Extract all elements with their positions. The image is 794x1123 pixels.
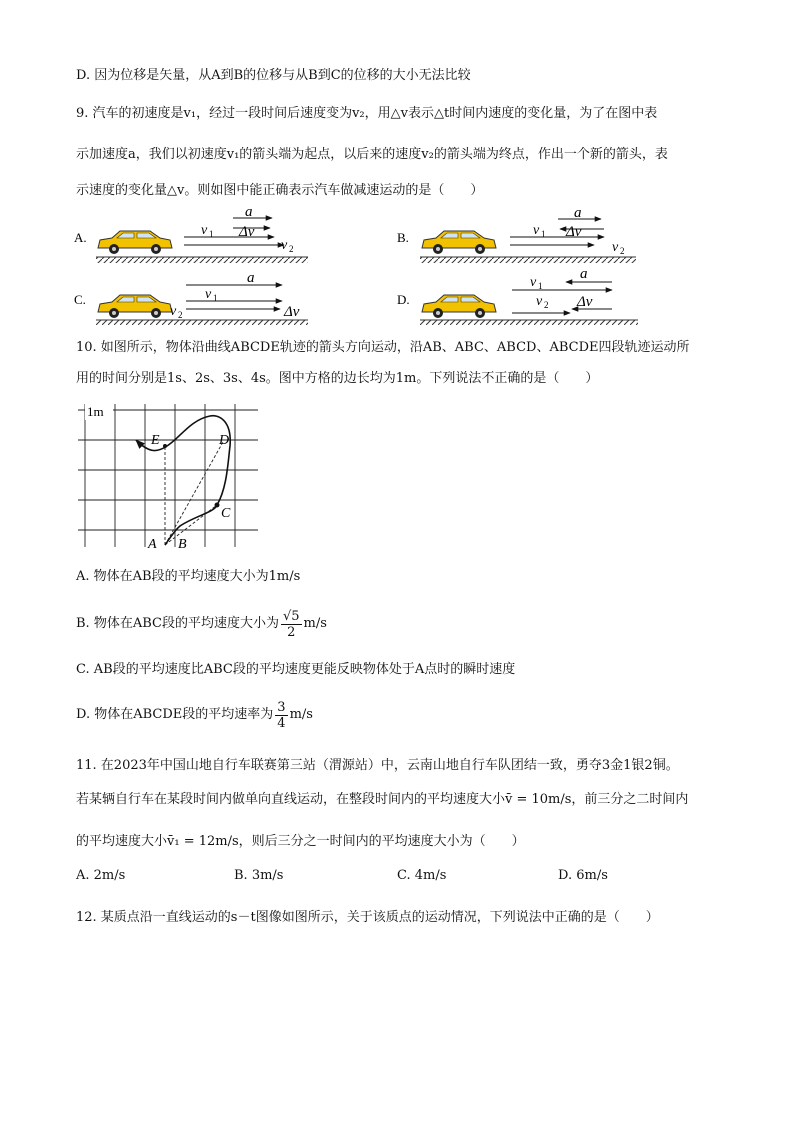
svg-text:v: v bbox=[201, 223, 208, 238]
svg-text:a: a bbox=[247, 270, 255, 286]
svg-text:2: 2 bbox=[178, 310, 183, 320]
q12-stem-line1: 12. 某质点沿一直线运动的s－t图像如图所示，关于该质点的运动情况，下列说法中正确的是（ ） bbox=[76, 910, 659, 925]
q10-option-b: B. 物体在ABC段的平均速度大小为 $\frac{√5}{2}$ m/s bbox=[76, 608, 327, 640]
q11-stem-line3: 的平均速度大小v̄₁ = 12m/s，则后三分之一时间内的平均速度大小为（ ） bbox=[76, 834, 525, 849]
q9-diagram-d bbox=[420, 266, 638, 325]
q11-option-c: C. 4m/s bbox=[397, 868, 447, 883]
svg-text:2: 2 bbox=[544, 300, 549, 310]
q9-stem-line3: 示速度的变化量△v。则如图中能正确表示汽车做减速运动的是（ ） bbox=[76, 183, 484, 198]
point-b-label: B bbox=[178, 537, 187, 552]
q9-diagram-c bbox=[96, 270, 308, 325]
q9-stem-line2: 示加速度a，我们以初速度v₁的箭头端为起点，以后来的速度v₂的箭头端为终点，作出一个新的箭头，表 bbox=[76, 147, 668, 162]
q11-option-a: A. 2m/s bbox=[76, 868, 126, 883]
svg-text:a: a bbox=[580, 266, 588, 282]
q10-stem-line1: 10. 如图所示，物体沿曲线ABCDE轨迹的箭头方向运动，沿AB、ABC、ABCD、ABCDE四段轨迹运动所 bbox=[76, 340, 690, 355]
q10-option-c: C. AB段的平均速度比ABC段的平均速度更能反映物体处于A点时的瞬时速度 bbox=[76, 662, 516, 677]
svg-text:Δv: Δv bbox=[566, 224, 582, 240]
q11-stem-line2: 若某辆自行车在某段时间内做单向直线运动，在整段时间内的平均速度大小v̄ = 10m/s，前三分之二时间内 bbox=[76, 792, 689, 807]
svg-text:v: v bbox=[533, 223, 540, 238]
point-e-label: E bbox=[151, 433, 160, 448]
car-icon bbox=[98, 231, 172, 254]
q9-label-c: C. bbox=[74, 292, 86, 307]
svg-text:a: a bbox=[574, 205, 582, 221]
q11-stem-line1: 11. 在2023年中国山地自行车联赛第三站（渭源站）中，云南山地自行车队团结一致，勇夺3金1银2铜。 bbox=[76, 758, 679, 773]
q9-diagram-b bbox=[420, 205, 636, 263]
svg-text:Δv: Δv bbox=[577, 294, 593, 310]
svg-text:1: 1 bbox=[213, 293, 218, 303]
q11-option-d: D. 6m/s bbox=[558, 868, 608, 883]
q10-trajectory-figure bbox=[70, 402, 270, 552]
grid-unit-label: 1m bbox=[87, 404, 104, 419]
q10-stem-line2: 用的时间分别是1s、2s、3s、4s。图中方格的边长均为1m。下列说法不正确的是（ ） bbox=[76, 371, 599, 386]
svg-text:v: v bbox=[170, 304, 177, 319]
q9-label-a: A. bbox=[74, 230, 87, 245]
q9-label-d: D. bbox=[397, 292, 410, 307]
q8-option-d: D. 因为位移是矢量，从A到B的位移与从B到C的位移的大小无法比较 bbox=[76, 68, 471, 83]
q9-diagram-a bbox=[96, 205, 308, 263]
svg-text:v: v bbox=[281, 238, 288, 253]
car-icon bbox=[422, 231, 496, 254]
svg-text:v: v bbox=[530, 275, 537, 290]
point-d-label: D bbox=[219, 433, 230, 448]
svg-text:v: v bbox=[205, 287, 212, 302]
car-icon bbox=[422, 295, 496, 318]
q9-diagrams bbox=[0, 205, 794, 325]
svg-text:a: a bbox=[245, 205, 253, 220]
svg-text:2: 2 bbox=[289, 244, 294, 254]
svg-text:1: 1 bbox=[541, 229, 546, 239]
svg-text:v: v bbox=[536, 294, 543, 309]
q10-option-d: D. 物体在ABCDE段的平均速率为 $\frac{3}{4}$ m/s bbox=[76, 699, 313, 731]
point-c-label: C bbox=[221, 506, 231, 521]
svg-text:v: v bbox=[612, 240, 619, 255]
q9-stem-line1: 9. 汽车的初速度是v₁，经过一段时间后速度变为v₂，用△v表示△t时间内速度的变化量，为了在图中表 bbox=[76, 106, 658, 121]
q10-option-a: A. 物体在AB段的平均速度大小为1m/s bbox=[76, 569, 301, 584]
point-a-label: A bbox=[148, 537, 157, 552]
car-icon bbox=[98, 295, 172, 318]
svg-text:Δv: Δv bbox=[284, 304, 300, 320]
svg-text:1: 1 bbox=[209, 229, 214, 239]
svg-text:1: 1 bbox=[538, 281, 543, 291]
q11-option-b: B. 3m/s bbox=[234, 868, 284, 883]
svg-text:Δv: Δv bbox=[239, 224, 255, 240]
q9-label-b: B. bbox=[397, 230, 409, 245]
svg-text:2: 2 bbox=[620, 246, 625, 256]
